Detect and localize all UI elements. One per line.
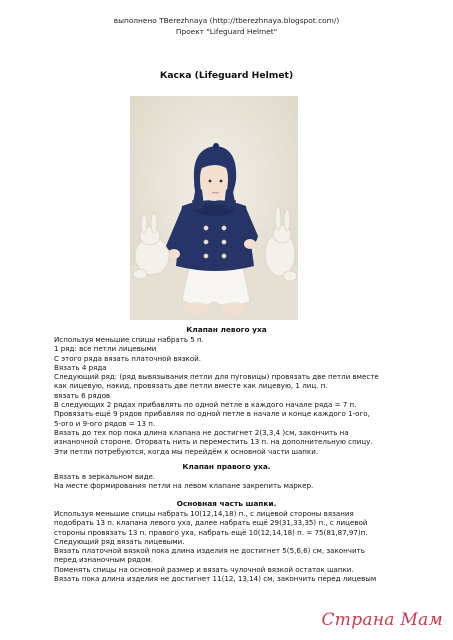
- document-title: Каска (Lifeguard Helmet): [159, 70, 294, 81]
- section-body-left-ear: [54, 335, 406, 456]
- section-title-left-ear: Клапан левого уха: [186, 325, 267, 334]
- section-body-right-ear: [54, 472, 406, 491]
- text-line: В следующих 2 рядах прибавлять по одной петле в каждого начале ряда = 7 п.: [54, 400, 357, 410]
- text-line: изнаночной стороне. Оторвать нить и переместить 13 п. на дополнительную спицу.: [54, 437, 373, 447]
- text-line: На месте формирования петли на левом клапане закрепить маркер.: [54, 481, 314, 491]
- text-line: вязать 6 рядов: [54, 390, 111, 400]
- text-line: Эти петли потребуются, когда мы перейдём к основной части шапки.: [54, 446, 319, 456]
- section-title-right-ear: Клапан правого уха.: [182, 462, 271, 471]
- text-line: Используя меньшие спицы набрать 5 п.: [54, 335, 204, 344]
- header-project: Проект "Lifeguard Helmet": [175, 27, 278, 36]
- text-line: перед изнаночным рядом.: [54, 555, 154, 565]
- section-body-main-part: [54, 509, 406, 583]
- text-line: Вязать до тех пор пока длина клапана не достигнет 2(3,3,4 )см, закончить на: [54, 427, 349, 437]
- text-line: Вязать 4 ряда: [54, 362, 107, 372]
- text-line: Вязать в зеркальном виде.: [54, 472, 156, 481]
- text-line: стороны провязать 13 п. правого уха, набрать ещё 10(12,14,18) п. = 75(81,87,97)п.: [54, 527, 368, 537]
- text-line: Вязать платочной вязкой пока длина изделия не достигнет 5(5,6,6) см, закончить: [54, 546, 365, 556]
- text-line: Следующий ряд вязать лицевыми.: [54, 536, 185, 546]
- site-watermark: Страна Мам: [321, 610, 443, 630]
- text-line: как лицевую, накид, провязать две петли вместе как лицевую, 1 лиц. п.: [54, 381, 328, 391]
- text-line: 5-ого и 9-ого рядов = 13 п.: [54, 418, 156, 428]
- header-credit: выполнено TBerezhnaya (http://tberezhnaya.blogspot.com/): [113, 16, 340, 25]
- text-line: Используя меньшие спицы набрать 10(12,14,18) п., с лицевой стороны вязания: [54, 509, 354, 518]
- text-line: Поменять спицы на основной размер и вязать чулочной вязкой остаток шапки.: [54, 564, 354, 574]
- section-title-main-part: Основная часть шапки.: [176, 499, 277, 508]
- text-line: 1 ряд: все петли лицевыми: [54, 344, 157, 354]
- text-line: подобрать 13 п. клапана левого уха, далее набрать ещё 29(31,33,35) п., с лицевой: [54, 518, 368, 528]
- text-line: Вязать пока длина изделия не достигнет 11(12, 13,14) см, закончить перед лицевым: [54, 574, 377, 584]
- text-line: Следующий ряд: (ряд вывязывания петли для пуговицы) провязать две петли вместе: [54, 372, 379, 382]
- text-line: С этого ряда вязать платочной вязкой.: [54, 353, 202, 363]
- baby-helmet-photo: [130, 96, 298, 320]
- text-line: Провязать ещё 9 рядов прибавляя по одной петле в начале и конце каждого 1-ого,: [54, 409, 370, 419]
